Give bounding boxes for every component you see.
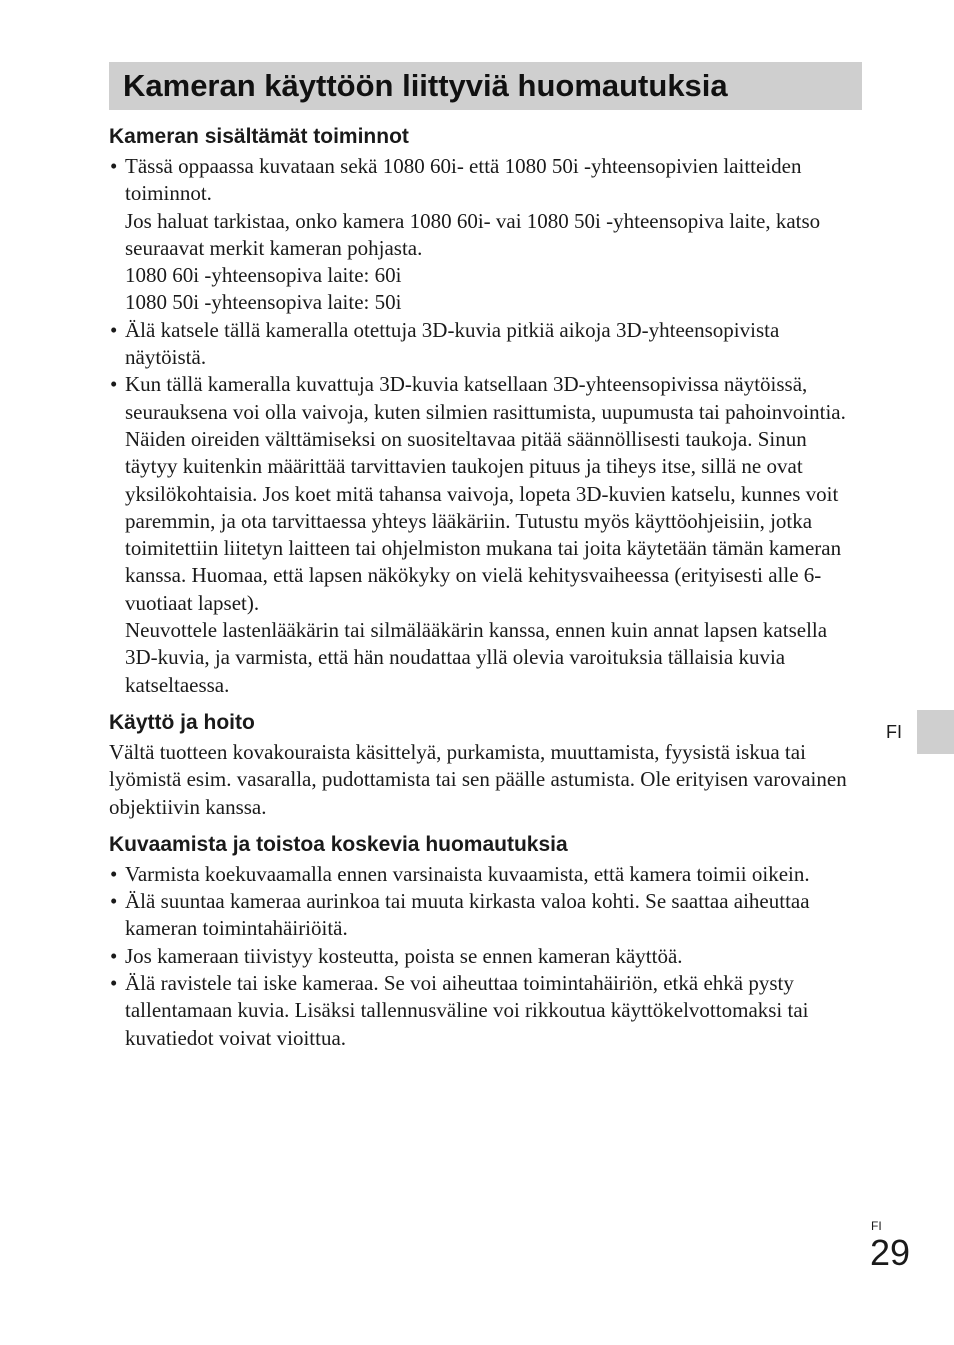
page-number: 29 <box>870 1232 911 1273</box>
care-paragraph: Vältä tuotteen kovakouraista käsittelyä, purkamista, muuttamista, fyysistä iskua tai lyömistä esim. vasaralla, pudottamista tai sen päälle astumista. Ole erityisen varovainen objektiivin kanssa. <box>109 739 847 819</box>
functions-list <box>109 153 861 699</box>
list-item <box>109 153 861 317</box>
page-title: Kameran käyttöön liittyviä huomautuksia <box>109 62 862 110</box>
list-item <box>109 970 861 1052</box>
item-text: • Älä suuntaa kameraa aurinkoa tai muuta kirkasta valoa kohti. Se saattaa aiheuttaa kameran toimintahäiriöitä. <box>125 889 810 941</box>
item-text: Neuvottele lastenlääkärin tai silmälääkärin kanssa, ennen kuin annat lapsen katsella 3D-kuvia, ja varmista, että hän noudattaa yllä olevia varoituksia tällaisia kuvia katseltaessa. <box>125 618 828 697</box>
list-item <box>109 861 861 888</box>
list-item <box>109 371 861 699</box>
section-heading-shooting: Kuvaamista ja toistoa koskevia huomautuksia <box>109 832 568 856</box>
item-text: • Kun tällä kameralla kuvattuja 3D-kuvia katsellaan 3D-yhteensopivissa näytöissä, seurauksena voi olla vaivoja, kuten silmien rasittumista, uupumusta tai pahoinvointia. Näiden oireiden välttämiseksi on suositeltavaa pitää säännöllisesti taukoja. Sinun täytyy kuitenkin määrittää tarvittavien taukojen pituus ja tiheys itse, sillä ne ovat yksilökohtaisia. Jos koet mitä tahansa vaivoja, lopeta 3D-kuvien katselu, kunnes voit paremmin, ja ota tarvittaessa yhteys lääkäriin. Tutustu myös käyttöohjeisiin, jotka toimitettiin liitetyn laitteen tai ohjelmiston mukana tai joita käytetään tämän kameran kanssa. Huomaa, että lapsen näkökyky on vielä kehitysvaiheessa (erityisesti alle 6-vuotiaat lapset). <box>125 372 846 615</box>
item-text: • Tässä oppaassa kuvataan sekä 1080 60i- että 1080 50i -yhteensopivien laitteiden toiminnot. <box>125 154 802 206</box>
list-item <box>109 943 861 970</box>
list-item <box>109 888 861 943</box>
list-item <box>109 317 861 372</box>
item-text: • Varmista koekuvaamalla ennen varsinaista kuvaamista, että kamera toimii oikein. <box>125 861 810 886</box>
footer-language: FI <box>871 1219 882 1233</box>
item-text: 1080 60i -yhteensopiva laite: 60i <box>125 263 402 288</box>
section-heading-functions: Kameran sisältämät toiminnot <box>109 125 409 148</box>
item-text: • Älä ravistele tai iske kameraa. Se voi aiheuttaa toimintahäiriön, etkä ehkä pysty tallentamaan kuvia. Lisäksi tallennusväline voi rikkoutua käyttökelvottomaksi tai kuvatiedot voivat vioittua. <box>125 971 809 1050</box>
shooting-list <box>109 861 861 1052</box>
language-side-tab <box>917 710 954 754</box>
item-text: • Älä katsele tällä kameralla otettuja 3D-kuvia pitkiä aikoja 3D-yhteensopivista näytöistä. <box>125 317 780 370</box>
section-heading-care: Käyttö ja hoito <box>109 710 255 734</box>
item-text: • Jos kameraan tiivistyy kosteutta, poista se ennen kameran käyttöä. <box>125 943 683 968</box>
language-side-label: FI <box>886 722 902 742</box>
item-text: Jos haluat tarkistaa, onko kamera 1080 60i- vai 1080 50i -yhteensopiva laite, katso seuraavat merkit kameran pohjasta. <box>125 208 821 260</box>
document-body <box>109 121 861 1052</box>
item-text: 1080 50i -yhteensopiva laite: 50i <box>125 290 402 315</box>
